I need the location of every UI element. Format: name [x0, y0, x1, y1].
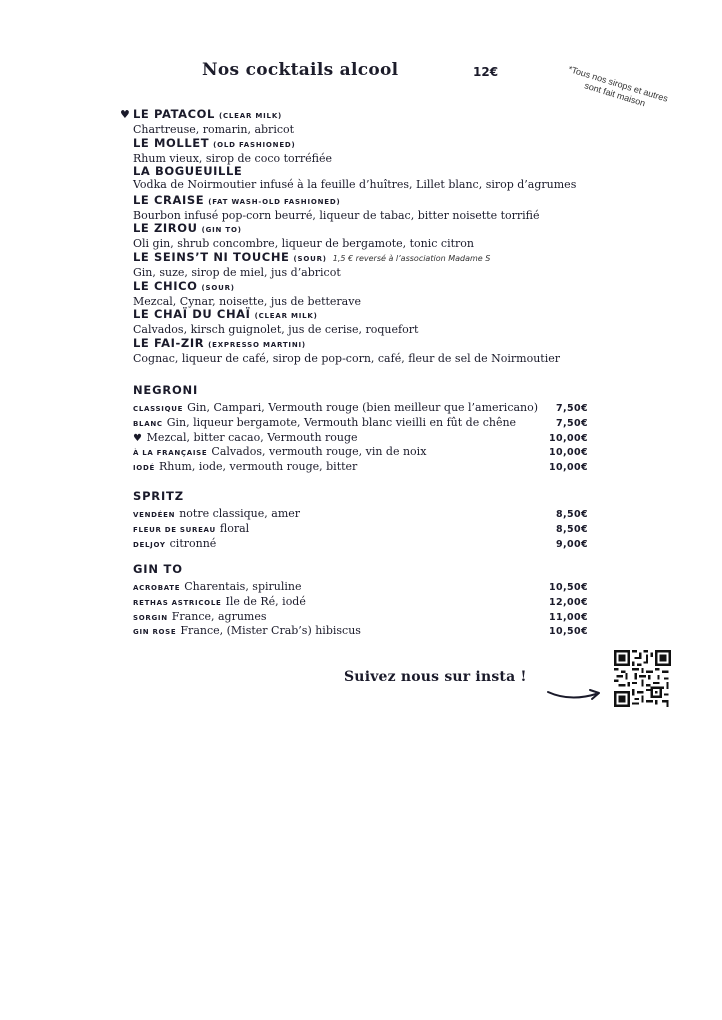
cocktail-ingredients: Chartreuse, romarin, abricot — [133, 123, 295, 136]
item-desc: France, (Mister Crab’s) hibiscus — [180, 624, 361, 638]
item-desc: Ile de Ré, iodé — [225, 594, 306, 608]
item-label: FLEUR DE SUREAU — [133, 525, 216, 534]
item-desc: France, agrumes — [171, 609, 267, 623]
negroni-section — [133, 383, 588, 472]
item-desc: Gin, Campari, Vermouth rouge (bien meilleur que l’americano) — [187, 401, 539, 414]
item-label: CLASSIQUE — [133, 405, 184, 413]
menu-row — [133, 519, 588, 534]
item-price: 11,00€ — [548, 611, 588, 623]
item-desc: Gin, liqueur bergamote, Vermouth blanc vieilli en fût de chêne — [166, 415, 517, 429]
item-label: BLANC — [133, 419, 163, 428]
item-price: 9,00€ — [555, 538, 588, 550]
item-price: 10,50€ — [548, 626, 588, 638]
menu-title: Nos cocktails alcool — [202, 60, 399, 80]
cocktail-name: LE CRAISE — [133, 192, 205, 207]
menu-row — [133, 621, 588, 636]
menu-row — [133, 442, 588, 457]
cocktail-ingredients: Gin, suze, sirop de miel, jus d’abricot — [133, 265, 341, 279]
cocktail-name: LE CHAÏ DU CHAÏ — [133, 307, 251, 322]
item-desc: Mezcal, bitter cacao, Vermouth rouge — [146, 430, 358, 444]
item-price: 8,50€ — [555, 523, 588, 535]
section-title: SPRITZ — [133, 489, 184, 503]
item-desc: Calvados, vermouth rouge, vin de noix — [211, 445, 427, 459]
cocktail-item — [120, 221, 590, 250]
item-desc: Charentais, spiruline — [184, 580, 302, 593]
cocktail-ingredients: Vodka de Noirmoutier infusé à la feuille d’huîtres, Lillet blanc, sirop d’agrumes — [133, 178, 577, 192]
cocktail-style: (FAT WASH-OLD FASHIONED) — [208, 197, 341, 206]
instagram-cta: Suivez nous sur insta ! — [344, 669, 527, 685]
heart-icon: ♥ — [120, 108, 131, 121]
item-price: 10,00€ — [548, 462, 588, 474]
menu-row — [133, 398, 588, 413]
homemade-note: *Tous nos sirops et autres sont fait maison — [567, 63, 670, 109]
cocktail-name: LE CHICO — [133, 278, 198, 293]
item-desc: citronné — [169, 536, 217, 550]
cocktail-style: (GIN TO) — [201, 226, 242, 235]
cocktail-style: (OLD FASHIONED) — [213, 140, 296, 149]
section-title: GIN TO — [133, 562, 183, 576]
cocktail-style: (EXPRESSO MARTINI) — [208, 340, 306, 349]
cocktail-price: 12€ — [473, 65, 499, 79]
item-price: 10,00€ — [548, 432, 588, 444]
item-label: RETHAS ASTRICOLE — [133, 598, 222, 607]
menu-row — [133, 607, 588, 622]
item-label: SORGIN — [133, 613, 168, 622]
cocktail-ingredients: Mezcal, Cynar, noisette, jus de betterave — [133, 294, 361, 308]
cocktail-name: LE ZIROU — [133, 221, 198, 236]
item-label: ACROBATE — [133, 584, 181, 592]
cocktail-item — [120, 307, 590, 336]
item-desc: Rhum, iode, vermouth rouge, bitter — [158, 460, 358, 474]
item-price: 7,50€ — [555, 417, 588, 429]
item-price: 10,00€ — [548, 447, 588, 459]
cocktail-name: LE SEINS’T NI TOUCHE — [133, 249, 290, 264]
cocktail-name: LE MOLLET — [133, 135, 210, 150]
cocktail-name: LA BOGUEUILLE — [133, 164, 243, 179]
cocktail-ingredients: Cognac, liqueur de café, sirop de pop-corn, café, fleur de sel de Noirmoutier — [133, 351, 561, 365]
item-label: À LA FRANÇAISE — [133, 449, 208, 458]
section-title: NEGRONI — [133, 383, 199, 397]
spritz-section — [133, 489, 588, 548]
cocktail-style: (SOUR) — [293, 254, 327, 263]
cocktail-list — [120, 107, 590, 364]
item-price: 12,00€ — [548, 596, 588, 608]
cocktail-style: (SOUR) — [201, 283, 235, 292]
menu-row — [133, 534, 588, 549]
menu-row — [133, 592, 588, 607]
item-desc: floral — [219, 521, 250, 535]
charity-note: 1,5 € reversé à l’association Madame S — [332, 253, 491, 263]
heart-icon: ♥ — [133, 432, 143, 444]
curved-arrow-icon — [544, 682, 604, 706]
cocktail-item — [120, 336, 590, 365]
cocktail-item — [120, 107, 590, 136]
item-label: IODÉ — [133, 464, 155, 473]
cocktail-item — [120, 279, 590, 308]
ginto-section — [133, 562, 588, 636]
cocktail-item — [120, 164, 590, 193]
item-label: VENDÉEN — [133, 511, 176, 519]
cocktail-style: (CLEAR MILK) — [218, 112, 283, 120]
item-label: GIN ROSE — [133, 628, 177, 637]
cocktail-ingredients: Oli gin, shrub concombre, liqueur de bergamote, tonic citron — [133, 237, 474, 251]
item-label: DELJOY — [133, 540, 166, 549]
menu-row — [133, 577, 588, 592]
item-price: 8,50€ — [555, 509, 588, 520]
item-desc: notre classique, amer — [179, 507, 301, 520]
cocktail-ingredients: Calvados, kirsch guignolet, jus de cerise, roquefort — [133, 323, 419, 337]
cocktail-style: (CLEAR MILK) — [254, 312, 318, 321]
cocktail-name: LE FAI-ZIR — [133, 335, 205, 350]
item-price: 7,50€ — [555, 403, 588, 414]
cocktail-ingredients: Bourbon infusé pop-corn beurré, liqueur de tabac, bitter noisette torrifié — [133, 208, 540, 222]
menu-row — [133, 504, 588, 519]
cocktail-name: LE PATACOL — [133, 107, 215, 121]
qr-code-icon[interactable] — [614, 650, 671, 707]
item-price: 10,50€ — [548, 582, 588, 593]
cocktail-ingredients: Rhum vieux, sirop de coco torréfiée — [133, 151, 333, 165]
cocktail-item — [120, 193, 590, 222]
cocktail-item — [120, 136, 590, 165]
cocktail-item — [120, 250, 590, 279]
